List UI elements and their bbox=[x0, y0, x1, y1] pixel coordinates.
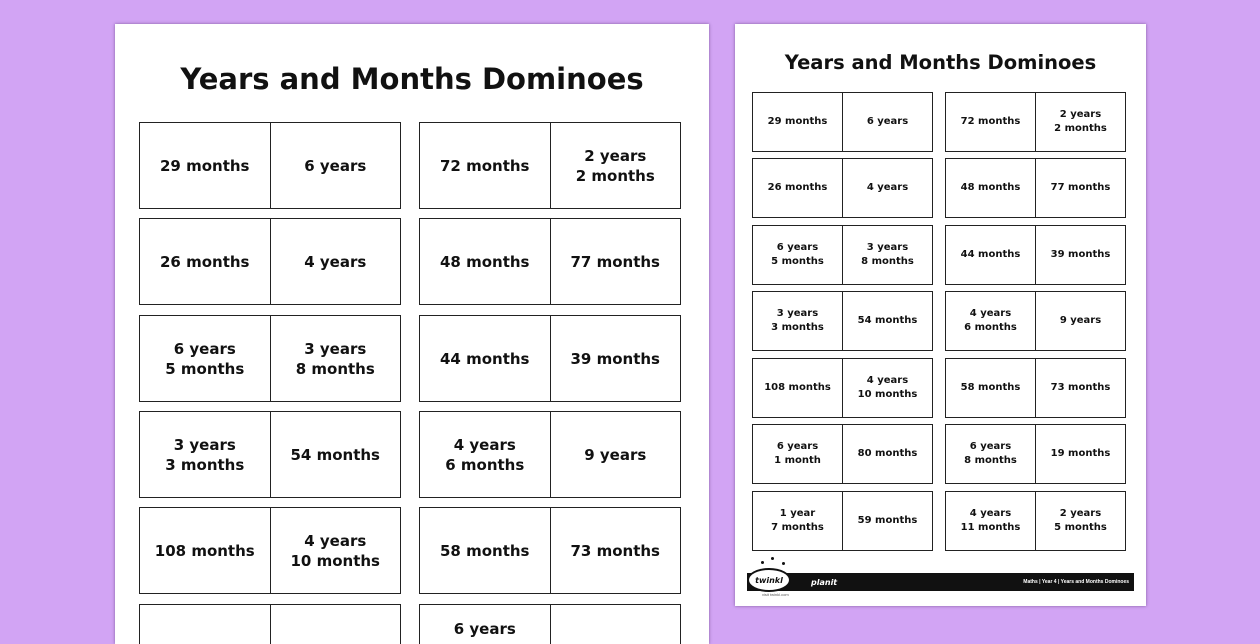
domino-half: 44 months bbox=[960, 249, 1021, 260]
domino-half: 3 years 3 months bbox=[771, 308, 824, 333]
domino-card bbox=[752, 491, 933, 551]
domino-half: 4 years bbox=[270, 219, 401, 304]
domino-half: 72 months bbox=[960, 116, 1021, 127]
domino-half: 44 months bbox=[440, 349, 530, 368]
domino-half: 54 months bbox=[270, 412, 401, 497]
domino-half: 39 months bbox=[550, 316, 681, 401]
domino-half: 3 years 8 months bbox=[270, 316, 401, 401]
domino-half: 48 months bbox=[960, 182, 1021, 193]
domino-half: 48 months bbox=[440, 252, 530, 271]
domino-half: 59 months bbox=[842, 492, 932, 550]
domino-half: 39 months bbox=[1035, 226, 1125, 284]
domino-half: 3 years 3 months bbox=[165, 435, 245, 474]
domino-card bbox=[945, 291, 1126, 351]
domino-card bbox=[945, 491, 1126, 551]
domino-half: 6 years bbox=[842, 93, 932, 151]
domino-card bbox=[139, 604, 401, 644]
worksheet-page-large bbox=[115, 24, 709, 644]
domino-card bbox=[945, 225, 1126, 285]
domino-half: 29 months bbox=[767, 116, 828, 127]
domino-half: 26 months bbox=[160, 252, 250, 271]
domino-half: 72 months bbox=[440, 156, 530, 175]
domino-half: 9 years bbox=[550, 412, 681, 497]
domino-card bbox=[752, 92, 933, 152]
domino-half: 6 years 5 months bbox=[165, 339, 245, 378]
domino-half: 26 months bbox=[767, 182, 828, 193]
domino-half: 80 months bbox=[842, 425, 932, 483]
domino-card bbox=[419, 218, 681, 305]
domino-half: 58 months bbox=[440, 541, 530, 560]
domino-half: 108 months bbox=[154, 541, 255, 560]
domino-half bbox=[140, 605, 270, 644]
domino-card bbox=[139, 122, 401, 209]
domino-half: 77 months bbox=[1035, 159, 1125, 217]
domino-half: 4 years 10 months bbox=[270, 508, 401, 593]
star-decoration-icon bbox=[761, 561, 764, 564]
worksheet-footer bbox=[747, 573, 1134, 591]
domino-card bbox=[139, 507, 401, 594]
worksheet-title: Years and Months Dominoes bbox=[180, 62, 644, 96]
worksheet-page-small bbox=[735, 24, 1146, 606]
footer-caption: Maths | Year 4 | Years and Months Dominoes bbox=[1023, 579, 1129, 585]
domino-card bbox=[945, 158, 1126, 218]
domino-card bbox=[139, 218, 401, 305]
brand-url: visit twinkl.com bbox=[762, 592, 789, 597]
star-decoration-icon bbox=[782, 562, 785, 565]
domino-half: 6 years 1 month bbox=[774, 441, 821, 466]
twinkl-logo-icon: twinkl bbox=[747, 568, 791, 592]
domino-half: 6 years bbox=[270, 123, 401, 208]
domino-card bbox=[419, 604, 681, 644]
worksheet-title: Years and Months Dominoes bbox=[784, 51, 1097, 74]
domino-card bbox=[419, 315, 681, 402]
domino-half bbox=[270, 605, 401, 644]
domino-card bbox=[945, 92, 1126, 152]
domino-half: 73 months bbox=[1035, 359, 1125, 417]
domino-half: 4 years bbox=[842, 159, 932, 217]
domino-half bbox=[550, 605, 681, 644]
domino-card bbox=[752, 291, 933, 351]
domino-card bbox=[945, 424, 1126, 484]
domino-card bbox=[139, 411, 401, 498]
domino-half: 3 years 8 months bbox=[842, 226, 932, 284]
domino-half: 4 years 6 months bbox=[964, 308, 1017, 333]
domino-half: 58 months bbox=[960, 382, 1021, 393]
domino-half: 4 years 11 months bbox=[960, 508, 1021, 533]
domino-half: 1 year 7 months bbox=[771, 508, 824, 533]
domino-card bbox=[752, 158, 933, 218]
domino-half: 77 months bbox=[550, 219, 681, 304]
domino-half: 4 years 6 months bbox=[445, 435, 525, 474]
domino-half: 19 months bbox=[1035, 425, 1125, 483]
domino-card bbox=[419, 507, 681, 594]
domino-half: 6 years bbox=[453, 620, 516, 638]
domino-half: 4 years 10 months bbox=[842, 359, 932, 417]
brand bbox=[747, 573, 837, 591]
domino-card bbox=[419, 411, 681, 498]
brand-suffix: planit bbox=[811, 577, 838, 587]
domino-half: 108 months bbox=[764, 382, 831, 393]
domino-half: 2 years 5 months bbox=[1035, 492, 1125, 550]
domino-card bbox=[139, 315, 401, 402]
domino-card bbox=[752, 225, 933, 285]
star-decoration-icon bbox=[771, 557, 774, 560]
domino-half: 29 months bbox=[160, 156, 250, 175]
domino-card bbox=[945, 358, 1126, 418]
domino-half: 9 years bbox=[1035, 292, 1125, 350]
domino-half: 6 years 8 months bbox=[964, 441, 1017, 466]
domino-card bbox=[419, 122, 681, 209]
domino-half: 6 years 5 months bbox=[771, 242, 824, 267]
domino-half: 54 months bbox=[842, 292, 932, 350]
domino-card bbox=[752, 358, 933, 418]
domino-half: 2 years 2 months bbox=[550, 123, 681, 208]
domino-half: 2 years 2 months bbox=[1035, 93, 1125, 151]
domino-half: 73 months bbox=[550, 508, 681, 593]
domino-card bbox=[752, 424, 933, 484]
